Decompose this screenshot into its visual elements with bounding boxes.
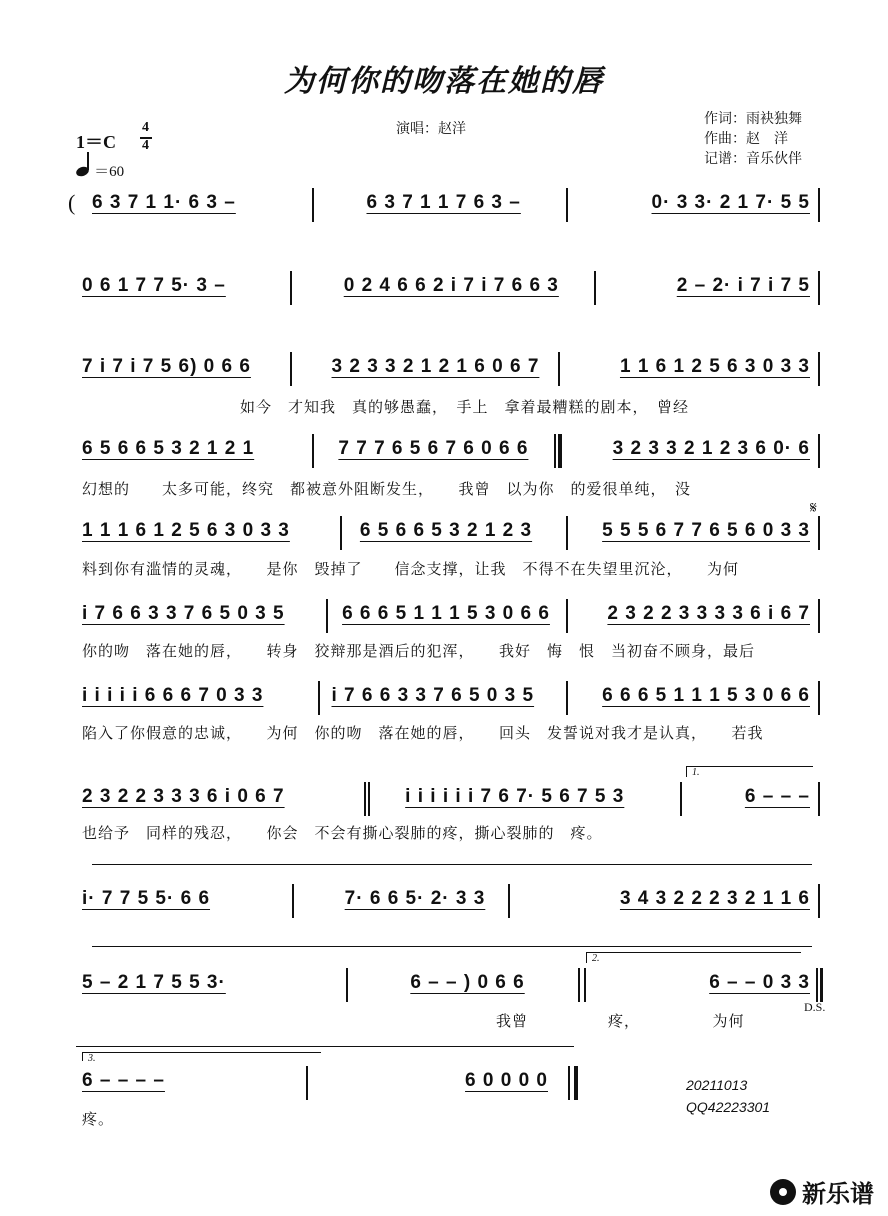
barline bbox=[818, 188, 820, 222]
measure: 6 6 6 5 1 1 1 5 3 0 6 6 bbox=[342, 603, 550, 624]
barline bbox=[584, 968, 586, 1002]
volta-label-1: 1. bbox=[692, 767, 700, 778]
singer-credit: 演唱：赵洋 bbox=[396, 121, 466, 137]
lyricist-credit: 作词：雨袂独舞 bbox=[704, 111, 802, 127]
barline-double bbox=[816, 968, 818, 1002]
measure: i 7 6 6 3 3 7 6 5 0 3 5 bbox=[82, 603, 285, 624]
tempo-value: ＝60 bbox=[94, 164, 125, 180]
score-line-5 bbox=[0, 520, 888, 550]
volta-bracket-3 bbox=[82, 1052, 321, 1061]
barline bbox=[306, 1066, 308, 1100]
measure: 0 2 4 6 6 2 i 7 i 7 6 6 3 bbox=[343, 275, 559, 296]
measure-row bbox=[82, 685, 810, 707]
score-line-3 bbox=[0, 356, 888, 386]
measure-row bbox=[82, 520, 810, 542]
composer-credit: 作曲：赵 洋 bbox=[704, 131, 788, 147]
open-paren: ( bbox=[68, 190, 76, 215]
barline bbox=[346, 968, 348, 1002]
barline bbox=[818, 516, 820, 550]
lyric-line: 疼。 bbox=[82, 1110, 115, 1128]
barline bbox=[292, 884, 294, 918]
ds-marking: D.S. bbox=[804, 1000, 826, 1014]
song-title: 为何你的吻落在她的唇 bbox=[284, 64, 604, 99]
measure: 3 2 3 3 2 1 2 1 6 0 6 7 bbox=[331, 356, 540, 377]
score-line-8 bbox=[0, 786, 888, 816]
measure: 7 7 7 6 5 6 7 6 0 6 6 bbox=[338, 438, 529, 459]
barline bbox=[290, 352, 292, 386]
repeat-start-barline bbox=[554, 434, 556, 468]
barline bbox=[326, 599, 328, 633]
lyric-line: 你的吻 落在她的唇， 转身 狡辩那是酒后的犯浑， 我好 悔 恨 当初奋不顾身，最后 bbox=[82, 642, 756, 660]
barline bbox=[566, 516, 568, 550]
measure: 2 3 2 2 3 3 3 6 i 0 6 7 bbox=[82, 786, 285, 807]
lyric-line: 我曾 疼， 为何 bbox=[496, 1012, 745, 1030]
measure-row bbox=[92, 192, 810, 214]
barline bbox=[818, 352, 820, 386]
score-line-9 bbox=[0, 888, 888, 918]
transcriber-credit: 记谱：音乐伙伴 bbox=[704, 151, 802, 167]
volta-label-2: 2. bbox=[592, 953, 600, 964]
logo-text: 新乐谱 bbox=[802, 1180, 874, 1208]
measure: 6 5 6 6 5 3 2 1 2 3 bbox=[359, 520, 533, 541]
barline-double-thick bbox=[820, 968, 823, 1002]
measure: 1 1 1 6 1 2 5 6 3 0 3 3 bbox=[82, 520, 290, 541]
music-disc-icon bbox=[770, 1179, 796, 1205]
measure: 7 i 7 i 7 5 6) 0 6 6 bbox=[82, 356, 251, 377]
barline bbox=[818, 434, 820, 468]
score-line-1 bbox=[0, 192, 888, 222]
barline bbox=[818, 271, 820, 305]
barline bbox=[312, 434, 314, 468]
measure: 6 3 7 1 1 7 6 3 – bbox=[366, 192, 521, 213]
measure: 6 5 6 6 5 3 2 1 2 1 bbox=[82, 438, 255, 459]
measure-row bbox=[82, 888, 810, 910]
repeat-end-barline bbox=[578, 968, 580, 1002]
measure: i· 7 7 5 5· 6 6 bbox=[82, 888, 211, 909]
measure: 3 4 3 2 2 2 3 2 1 1 6 bbox=[619, 888, 810, 909]
barline bbox=[594, 271, 596, 305]
measure-row bbox=[82, 786, 810, 808]
barline bbox=[818, 884, 820, 918]
measure: 7· 6 6 5· 2· 3 3 bbox=[344, 888, 486, 909]
measure: 6 – – 0 3 3 bbox=[709, 972, 810, 993]
measure-row bbox=[82, 356, 810, 378]
volta-label-3: 3. bbox=[88, 1053, 96, 1064]
measure-row bbox=[82, 438, 810, 460]
barline bbox=[818, 782, 820, 816]
measure-row bbox=[82, 275, 810, 297]
measure: 0 6 1 7 7 5· 3 – bbox=[82, 275, 226, 296]
barline bbox=[566, 188, 568, 222]
transcription-date: 20211013 bbox=[686, 1077, 748, 1093]
barline bbox=[508, 884, 510, 918]
time-signature-top: 4 bbox=[142, 120, 149, 135]
repeat-start-thick bbox=[558, 434, 562, 468]
lyric-line: 如今 才知我 真的够愚蠢， 手上 拿着最糟糕的剧本， 曾经 bbox=[240, 398, 690, 416]
barline bbox=[558, 352, 560, 386]
score-line-4 bbox=[0, 438, 888, 468]
score-line-10 bbox=[0, 972, 888, 1002]
measure: 6 6 6 5 1 1 1 5 3 0 6 6 bbox=[602, 685, 810, 706]
barline bbox=[364, 782, 366, 816]
barline bbox=[818, 599, 820, 633]
time-signature-bottom: 4 bbox=[142, 138, 149, 153]
barline bbox=[290, 271, 292, 305]
measure: i i i i i 6 6 6 7 0 3 3 bbox=[82, 685, 264, 706]
score-line-2 bbox=[0, 275, 888, 305]
measure-row bbox=[82, 972, 810, 994]
volta-continuation-line bbox=[92, 946, 812, 947]
segno-icon: 𝄋 bbox=[810, 498, 817, 517]
measure: 2 3 2 2 3 3 3 3 6 i 6 7 bbox=[607, 603, 810, 624]
barline bbox=[340, 516, 342, 550]
lyric-line: 料到你有滥情的灵魂， 是你 毁掉了 信念支撑，让我 不得不在失望里沉沦， 为何 bbox=[82, 560, 740, 578]
measure-row bbox=[82, 603, 810, 625]
final-barline-thin bbox=[568, 1066, 570, 1100]
barline-double bbox=[368, 782, 370, 816]
score-line-7 bbox=[0, 685, 888, 715]
volta-bracket-2 bbox=[586, 952, 801, 963]
score-line-11 bbox=[0, 1070, 888, 1100]
measure: 5 5 5 6 7 7 6 5 6 0 3 3 bbox=[602, 520, 810, 541]
lyric-line: 幻想的 太多可能，终究 都被意外阻断发生， 我曾 以为你 的爱很单纯， 没 bbox=[82, 480, 692, 498]
barline bbox=[318, 681, 320, 715]
barline bbox=[818, 681, 820, 715]
volta-continuation-line bbox=[92, 864, 812, 865]
measure: 1 1 6 1 2 5 6 3 0 3 3 bbox=[619, 356, 810, 377]
lyric-line: 陷入了你假意的忠诚， 为何 你的吻 落在她的唇， 回头 发誓说对我才是认真， 若我 bbox=[82, 724, 764, 742]
score-line-6 bbox=[0, 603, 888, 633]
barline bbox=[566, 681, 568, 715]
volta-continuation-line bbox=[76, 1046, 574, 1047]
measure: 6 – – ) 0 6 6 bbox=[410, 972, 525, 993]
barline bbox=[312, 188, 314, 222]
measure: 5 – 2 1 7 5 5 3· bbox=[82, 972, 226, 993]
volta-bracket-1 bbox=[686, 766, 813, 777]
key-signature: 1＝C bbox=[76, 132, 116, 152]
measure: 2 – 2· i 7 i 7 5 bbox=[676, 275, 810, 296]
measure: i i i i i i 7 6 7· 5 6 7 5 3 bbox=[405, 786, 625, 807]
measure: 6 3 7 1 1· 6 3 – bbox=[92, 192, 236, 213]
site-logo bbox=[770, 1174, 874, 1209]
measure-row bbox=[82, 1070, 548, 1092]
measure: 6 – – – bbox=[744, 786, 810, 807]
measure: 0· 3 3· 2 1 7· 5 5 bbox=[651, 192, 810, 213]
measure: 6 – – – – bbox=[82, 1070, 165, 1091]
barline bbox=[680, 782, 682, 816]
measure: 6 0 0 0 0 bbox=[465, 1070, 548, 1091]
contact-qq: QQ42223301 bbox=[686, 1099, 771, 1115]
measure: 3 2 3 3 2 1 2 3 6 0· 6 bbox=[612, 438, 810, 459]
barline bbox=[566, 599, 568, 633]
lyric-line: 也给予 同样的残忍， 你会 不会有撕心裂肺的疼，撕心裂肺的 疼。 bbox=[82, 824, 603, 842]
final-barline-thick bbox=[574, 1066, 578, 1100]
measure: i 7 6 6 3 3 7 6 5 0 3 5 bbox=[331, 685, 535, 706]
